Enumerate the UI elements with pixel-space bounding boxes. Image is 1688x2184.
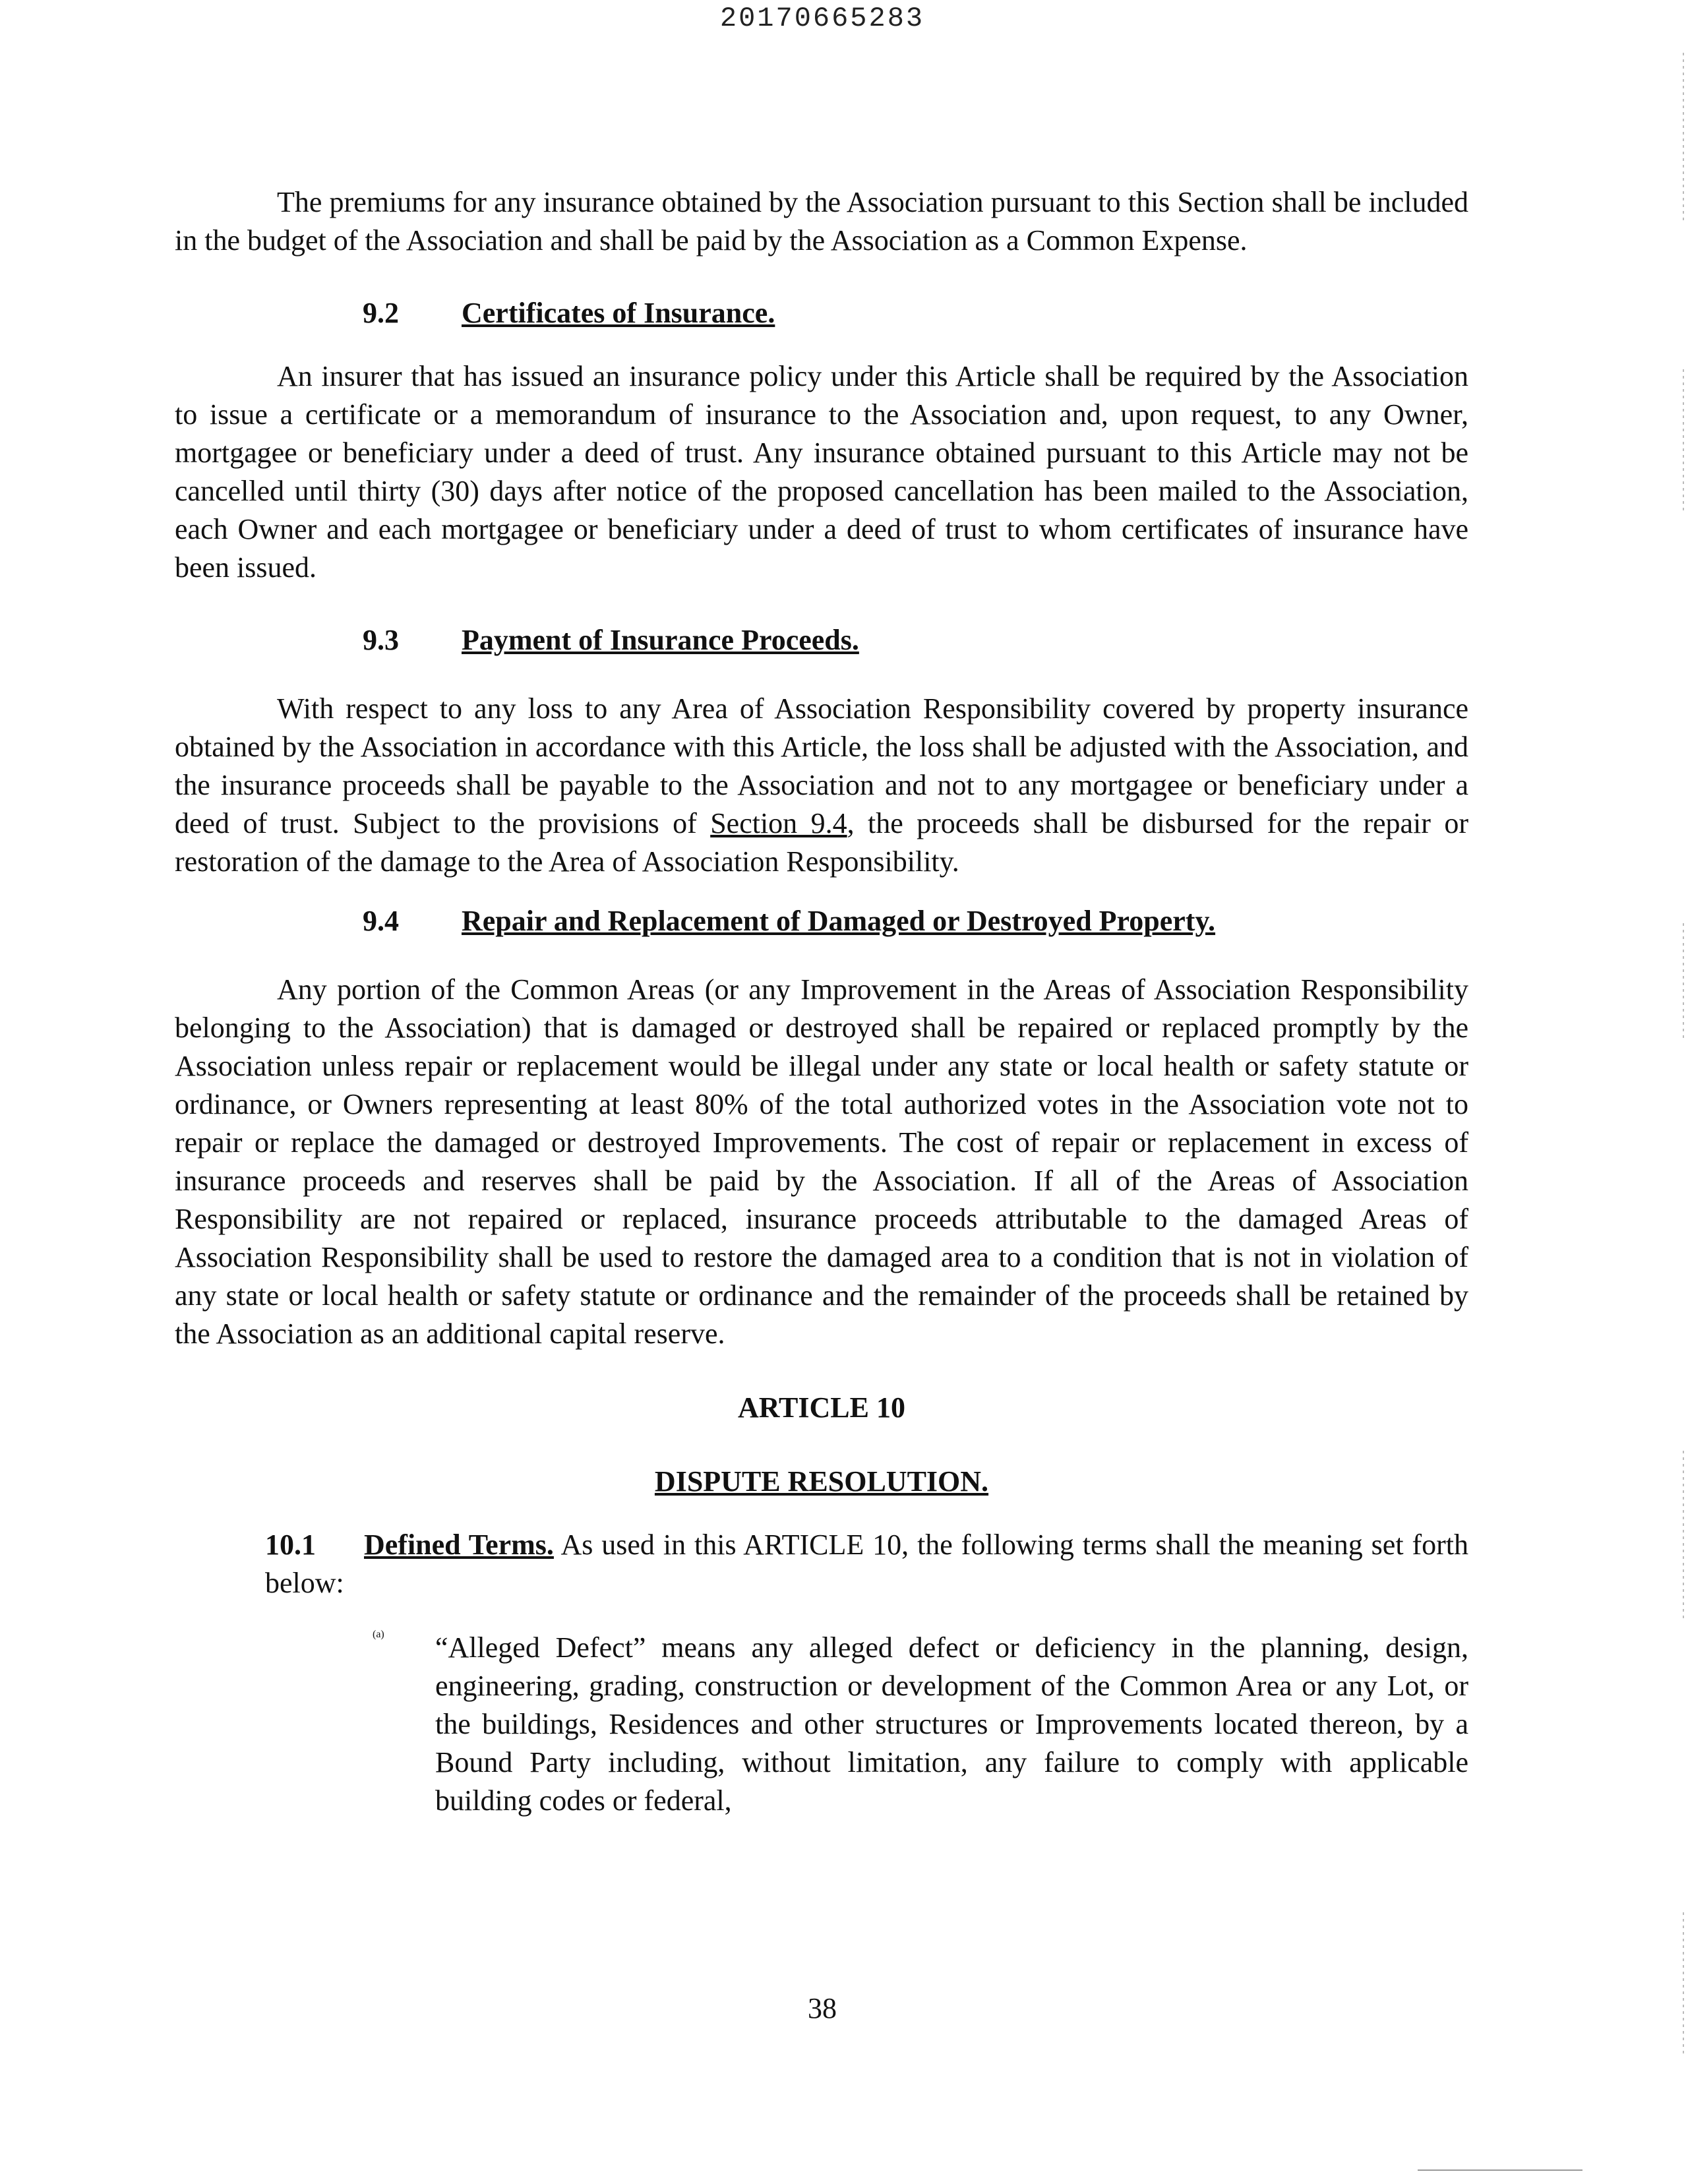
scan-edge-mark: [1683, 369, 1684, 514]
section-9-2-text: An insurer that has issued an insurance policy under this Article shall be required by the Association to issue a certificate or a memorandum of insurance to the Association and, upon request, to any Owner, mortgagee or beneficiary under a deed of trust. Any insurance obtained pursuant to this Article may not be cancelled until thirty (30) days after notice of the proposed cancellation has been mailed to the Association, each Owner and each mortgagee or beneficiary under a deed of trust to whom certificates of insurance have been issued.: [175, 360, 1468, 584]
section-number: 9.3: [363, 624, 399, 656]
section-number: 10.1: [265, 1529, 316, 1561]
section-9-4-heading: [175, 902, 1468, 940]
scan-edge-mark: [1683, 53, 1684, 224]
article-title-wrap: [175, 1463, 1468, 1501]
section-9-4-text: Any portion of the Common Areas (or any Improvement in the Areas of Association Responsibility belonging to the Association) that is damaged or destroyed shall be repaired or replaced promptly by the Association unless repair or replacement would be illegal under any state or local health or safety statute or ordinance, or Owners representing at least 80% of the total authorized votes in the Association vote not to repair or replace the damaged or destroyed Improvements. The cost of repair or replacement in excess of insurance proceeds and reserves shall be paid by the Association. If all of the Areas of Association Responsibility are not repaired or replaced, insurance proceeds attributable to the damaged Areas of Association Responsibility shall be used to restore the damaged area to a condition that is not in violation of any state or local health or safety statute or ordinance and the remainder of the proceeds shall be retained by the Association as an additional capital reserve.: [175, 973, 1468, 1350]
article-title: DISPUTE RESOLUTION.: [654, 1465, 989, 1498]
premiums-paragraph: The premiums for any insurance obtained by the Association pursuant to this Section shall be included in the budget of the Association and shall be paid by the Association as a Common Expense.: [175, 186, 1468, 257]
section-9-3-heading: [175, 621, 1468, 659]
document-number: 20170665283: [719, 3, 925, 34]
page-number: 38: [808, 1992, 837, 2024]
scan-edge-mark: [1683, 923, 1684, 1042]
document-body: [175, 183, 1468, 1820]
section-number: 9.4: [363, 905, 399, 937]
section-9-4-reference: Section 9.4: [710, 807, 847, 839]
section-10-1: [175, 1526, 1468, 1602]
item-label: (a): [373, 1629, 384, 1640]
section-9-3-text-after: , the proceeds shall be disbursed for the repair or restoration of the damage to the Area of Association Responsibility.: [175, 807, 1468, 878]
article-number: ARTICLE 10: [738, 1391, 905, 1424]
section-9-2-heading: [175, 294, 1468, 332]
definition-item-a: [175, 1629, 1468, 1820]
section-number: 9.2: [363, 297, 399, 329]
scan-edge-mark: [1683, 1451, 1684, 1622]
section-title: Certificates of Insurance.: [462, 297, 775, 329]
section-title: Payment of Insurance Proceeds.: [462, 624, 859, 656]
section-9-3-text-before: With respect to any loss to any Area of Association Responsibility covered by property insurance obtained by the Association in accordance with this Article, the loss shall be adjusted with the Association, and the insurance proceeds shall be payable to the Association and not to any mortgagee or beneficiary under a deed of trust. Subject to the provisions of: [175, 692, 1468, 839]
scan-edge-mark: [1683, 1912, 1684, 2057]
section-title: Repair and Replacement of Damaged or Destroyed Property.: [462, 905, 1216, 937]
section-title: Defined Terms.: [364, 1529, 554, 1561]
section-9-3-text: [175, 690, 1468, 881]
item-text: “Alleged Defect” means any alleged defect or deficiency in the planning, design, engineering, grading, construction or development of the Common Area or any Lot, or the buildings, Residences and other structures or Improvements located thereon, by a Bound Party including, without limitation, any failure to comply with applicable building codes or federal,: [435, 1631, 1468, 1817]
scan-bottom-line: [1418, 2169, 1582, 2171]
section-10-1-text: [265, 1526, 1468, 1602]
section-10-1-intro: As used in this ARTICLE 10, the following terms shall the meaning set forth below:: [265, 1529, 1469, 1599]
